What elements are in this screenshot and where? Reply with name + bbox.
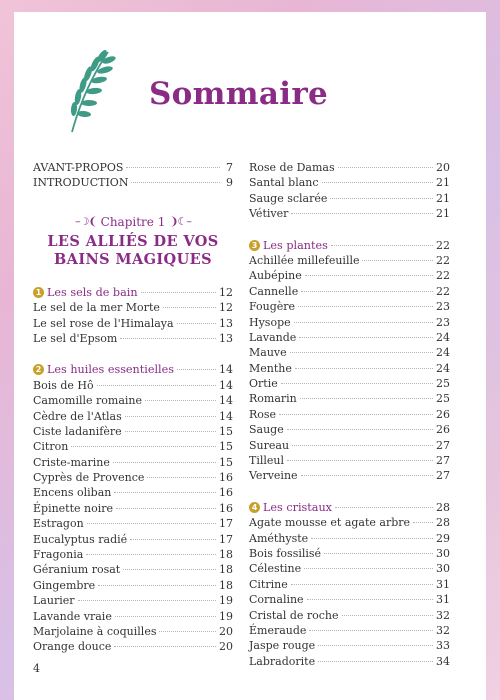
- toc-entry[interactable]: [249, 422, 450, 437]
- toc-entry[interactable]: [249, 361, 450, 376]
- toc-entry[interactable]: [249, 608, 450, 623]
- toc-entry[interactable]: [249, 407, 450, 422]
- toc-entry-page: 13: [219, 331, 233, 345]
- toc-section: [249, 160, 450, 222]
- toc-entry-label: Épinette noire: [33, 501, 114, 515]
- toc-entry[interactable]: [33, 593, 233, 608]
- dot-leader: [125, 416, 216, 417]
- dot-leader: [177, 323, 216, 324]
- toc-entry[interactable]: [249, 175, 450, 190]
- dot-leader: [307, 599, 433, 600]
- toc-entry-page: 21: [436, 191, 450, 205]
- dot-leader: [291, 584, 433, 585]
- toc-entry-page: 18: [219, 563, 233, 577]
- dot-leader: [86, 554, 216, 555]
- toc-entry-page: 30: [436, 562, 450, 576]
- toc-entry[interactable]: [249, 391, 450, 406]
- section-title: Les sels de bain: [47, 285, 138, 299]
- toc-entry-page: 19: [219, 594, 233, 608]
- toc-entry-page: 26: [436, 423, 450, 437]
- toc-entry-label: Lavande: [249, 330, 297, 344]
- dot-leader: [163, 307, 216, 308]
- toc-entry[interactable]: [249, 206, 450, 221]
- toc-entry-label: Eucalyptus radié: [33, 532, 128, 546]
- dot-leader: [71, 446, 216, 447]
- dot-leader: [115, 616, 216, 617]
- toc-entry-label: Citrine: [249, 577, 288, 591]
- toc-entry[interactable]: [249, 623, 450, 638]
- toc-entry-page: 17: [219, 532, 233, 546]
- toc-entry[interactable]: [249, 268, 450, 283]
- toc-entry-label: INTRODUCTION: [33, 176, 129, 190]
- toc-entry-page: 14: [219, 409, 233, 423]
- toc-section: [33, 362, 233, 654]
- toc-entry-label: Cornaline: [249, 593, 304, 607]
- toc-entry-page: 31: [436, 577, 450, 591]
- toc-entry[interactable]: [249, 468, 450, 483]
- toc-entry[interactable]: [33, 547, 233, 562]
- toc-entry-label: Menthe: [249, 361, 292, 375]
- toc-entry-page: 16: [219, 471, 233, 485]
- toc-entry[interactable]: [33, 393, 233, 408]
- toc-entry[interactable]: [33, 160, 233, 175]
- section-title: Les cristaux: [263, 500, 332, 514]
- toc-entry-label: Sauge sclarée: [249, 191, 328, 205]
- toc-entry[interactable]: [33, 378, 233, 393]
- toc-entry[interactable]: [249, 546, 450, 561]
- toc-entry[interactable]: [249, 376, 450, 391]
- section-number-badge: 2: [33, 364, 44, 375]
- toc-entry-label: Cyprès de Provence: [33, 471, 145, 485]
- toc-entry[interactable]: [33, 639, 233, 654]
- toc-entry-page: 12: [219, 301, 233, 315]
- toc-entry-page: 32: [436, 623, 450, 637]
- toc-entry-label: Achillée millefeuille: [249, 253, 360, 267]
- toc-entry-page: 15: [219, 440, 233, 454]
- dot-leader: [301, 291, 433, 292]
- section-page: 14: [219, 363, 233, 377]
- section-title: Les huiles essentielles: [47, 363, 174, 377]
- toc-entry[interactable]: [249, 515, 450, 530]
- toc-entry[interactable]: [33, 439, 233, 454]
- toc-entry-page: 23: [436, 300, 450, 314]
- section-heading[interactable]: [249, 500, 450, 515]
- toc-entry-label: Aubépine: [249, 269, 302, 283]
- toc-entry-page: 24: [436, 346, 450, 360]
- toc-entry-page: 22: [436, 253, 450, 267]
- toc-entry-label: Cèdre de l'Atlas: [33, 409, 122, 423]
- toc-entry-page: 27: [436, 438, 450, 452]
- toc-entry-page: 29: [436, 531, 450, 545]
- toc-entry-label: Hysope: [249, 315, 291, 329]
- toc-entry-label: Cannelle: [249, 284, 299, 298]
- toc-entry-label: Verveine: [249, 469, 298, 483]
- dot-leader: [120, 338, 216, 339]
- toc-entry-page: 21: [436, 207, 450, 221]
- toc-entry[interactable]: [249, 160, 450, 175]
- dot-leader: [338, 167, 433, 168]
- chapter-heading: [33, 233, 233, 269]
- toc-entry[interactable]: [33, 300, 233, 315]
- toc-entry-page: 14: [219, 378, 233, 392]
- dot-leader: [114, 646, 216, 647]
- dot-leader: [123, 569, 216, 570]
- toc-entry[interactable]: [249, 453, 450, 468]
- section-heading[interactable]: [33, 362, 233, 377]
- dot-leader: [114, 492, 216, 493]
- dot-leader: [131, 182, 220, 183]
- toc-entry[interactable]: [33, 609, 233, 624]
- dot-leader: [299, 337, 433, 338]
- section-page: 28: [436, 500, 450, 514]
- dot-leader: [342, 615, 433, 616]
- toc-entry[interactable]: [249, 315, 450, 330]
- toc-entry[interactable]: [33, 331, 233, 346]
- toc-entry[interactable]: [33, 562, 233, 577]
- dot-leader: [290, 352, 433, 353]
- toc-entry-label: Le sel de la mer Morte: [33, 301, 160, 315]
- toc-entry-label: Sureau: [249, 438, 290, 452]
- toc-entry[interactable]: [249, 577, 450, 592]
- section-number-badge: 3: [249, 240, 260, 251]
- chapter-heading-line: LES ALLIÉS DE VOS: [47, 232, 219, 250]
- toc-entry[interactable]: [249, 345, 450, 360]
- toc-entry-page: 18: [219, 548, 233, 562]
- section-title: Les plantes: [263, 238, 328, 252]
- toc-section: [33, 285, 233, 347]
- toc-entry[interactable]: [249, 531, 450, 546]
- toc-entry-label: Labradorite: [249, 654, 316, 668]
- chapter-header: [33, 215, 233, 269]
- dot-leader: [125, 431, 216, 432]
- toc-entry[interactable]: [249, 284, 450, 299]
- toc-entry-label: AVANT-PROPOS: [33, 161, 124, 174]
- toc-entry[interactable]: [249, 592, 450, 607]
- toc-entry[interactable]: [33, 624, 233, 639]
- toc-entry[interactable]: [33, 532, 233, 547]
- dot-leader: [413, 522, 433, 523]
- toc-entry-label: Laurier: [33, 594, 75, 608]
- section-heading[interactable]: [33, 285, 233, 300]
- toc-entry-page: 28: [436, 516, 450, 530]
- toc-entry-label: Orange douce: [33, 640, 112, 654]
- section-page: 12: [219, 285, 233, 299]
- section-heading[interactable]: [249, 238, 450, 253]
- toc-entry-page: 18: [219, 578, 233, 592]
- toc-entry-page: 26: [436, 407, 450, 421]
- toc-entry-label: Sauge: [249, 423, 284, 437]
- dot-leader: [301, 475, 433, 476]
- toc-entry-label: Camomille romaine: [33, 394, 143, 408]
- toc-entry-page: 27: [436, 454, 450, 468]
- toc-entry-page: 16: [219, 501, 233, 515]
- toc-entry-page: 22: [436, 284, 450, 298]
- toc-entry-label: Rose de Damas: [249, 161, 335, 174]
- dot-leader: [318, 661, 433, 662]
- toc-entry[interactable]: [33, 424, 233, 439]
- toc-entry-label: Criste-marine: [33, 455, 110, 469]
- dot-leader: [147, 477, 216, 478]
- toc-entry-label: Ciste ladanifère: [33, 424, 122, 438]
- toc-entry[interactable]: [33, 316, 233, 331]
- toc-entry-page: 21: [436, 176, 450, 190]
- toc-entry[interactable]: [249, 191, 450, 206]
- toc-entry[interactable]: [249, 299, 450, 314]
- toc-entry-label: Encens oliban: [33, 486, 112, 500]
- toc-entry-label: Jaspe rouge: [249, 639, 316, 653]
- page-title: Sommaire: [149, 76, 328, 112]
- dot-leader: [78, 600, 217, 601]
- dot-leader: [300, 398, 433, 399]
- toc-section: [249, 500, 450, 669]
- toc-entry-label: Fragonia: [33, 548, 84, 562]
- toc-entry-label: Célestine: [249, 562, 302, 576]
- toc-entry-page: 25: [436, 377, 450, 391]
- toc-entry[interactable]: [33, 578, 233, 593]
- toc-entry-label: Marjolaine à coquilles: [33, 624, 157, 638]
- toc-entry-page: 20: [219, 624, 233, 638]
- dot-leader: [309, 630, 433, 631]
- dot-leader: [287, 429, 433, 430]
- toc-entry[interactable]: [33, 485, 233, 500]
- toc-entry-label: Santal blanc: [249, 176, 319, 190]
- dot-leader: [324, 553, 433, 554]
- toc-entry-page: 32: [436, 608, 450, 622]
- toc-entry-page: 24: [436, 361, 450, 375]
- toc-entry-page: 33: [436, 639, 450, 653]
- toc-entry-label: Bois de Hô: [33, 378, 94, 392]
- dot-leader: [311, 538, 433, 539]
- toc-entry-label: Le sel d'Epsom: [33, 331, 118, 345]
- dot-leader: [292, 445, 433, 446]
- chapter-label: Chapitre 1: [100, 214, 166, 229]
- dot-leader: [113, 462, 216, 463]
- toc-entry-page: 15: [219, 455, 233, 469]
- section-number-badge: 4: [249, 502, 260, 513]
- toc-entry-label: Lavande vraie: [33, 609, 112, 623]
- toc-entry-label: Rose: [249, 407, 277, 421]
- toc-entry-label: Bois fossilisé: [249, 546, 322, 560]
- dot-leader: [177, 369, 216, 370]
- toc-entry-label: Cristal de roche: [249, 608, 339, 622]
- toc-entry-page: 22: [436, 269, 450, 283]
- dot-leader: [141, 292, 216, 293]
- toc-entry[interactable]: [249, 330, 450, 345]
- toc-entry-page: 13: [219, 316, 233, 330]
- toc-entry[interactable]: [33, 455, 233, 470]
- toc-entry[interactable]: [33, 516, 233, 531]
- toc-entry-label: Le sel rose de l'Himalaya: [33, 316, 174, 330]
- toc-entry[interactable]: [33, 175, 233, 190]
- toc-entry[interactable]: [249, 561, 450, 576]
- toc-entry-label: Tilleul: [249, 454, 285, 468]
- chapter-heading-line: BAINS MAGIQUES: [54, 250, 212, 268]
- toc-entry-label: Géranium rosat: [33, 563, 121, 577]
- dot-leader: [322, 182, 433, 183]
- toc-entry-page: 23: [436, 315, 450, 329]
- toc-entry-page: 25: [436, 392, 450, 406]
- toc-entry-page: 7: [226, 161, 233, 174]
- toc-entry-label: Mauve: [249, 346, 287, 360]
- dot-leader: [318, 645, 433, 646]
- dot-leader: [145, 400, 216, 401]
- toc-entry-page: 27: [436, 469, 450, 483]
- dot-leader: [130, 539, 216, 540]
- toc-entry-page: 16: [219, 486, 233, 500]
- toc-entry-page: 9: [226, 176, 233, 190]
- dot-leader: [298, 306, 433, 307]
- toc-entry-page: 20: [436, 161, 450, 174]
- dot-leader: [159, 631, 216, 632]
- toc-entry[interactable]: [33, 501, 233, 516]
- toc-entry-label: Ortie: [249, 377, 278, 391]
- fern-icon: [62, 46, 116, 136]
- toc-section: [249, 238, 450, 484]
- dot-leader: [87, 523, 216, 524]
- toc-entry[interactable]: [33, 470, 233, 485]
- toc-entry-label: Romarin: [249, 392, 297, 406]
- dot-leader: [98, 585, 216, 586]
- dot-leader: [281, 383, 433, 384]
- toc-entry-label: Agate mousse et agate arbre: [249, 516, 411, 530]
- toc-entry-page: 15: [219, 424, 233, 438]
- toc-entry-page: 24: [436, 330, 450, 344]
- dot-leader: [295, 368, 433, 369]
- toc-entry-label: Émeraude: [249, 623, 307, 637]
- dot-leader: [335, 507, 433, 508]
- dot-leader: [331, 245, 433, 246]
- toc-entry-page: 34: [436, 654, 450, 668]
- toc-entry-label: Améthyste: [249, 531, 309, 545]
- dot-leader: [116, 508, 216, 509]
- toc-right-column: [249, 160, 450, 669]
- moon-ornament-icon: ❩☾–: [169, 215, 191, 229]
- toc-entry-label: Fougère: [249, 300, 296, 314]
- dot-leader: [362, 260, 433, 261]
- toc-entry-page: 14: [219, 394, 233, 408]
- toc-entry[interactable]: [249, 654, 450, 669]
- toc-entry-page: 20: [219, 640, 233, 654]
- dot-leader: [330, 198, 433, 199]
- toc-entry-label: Vétiver: [249, 207, 289, 221]
- section-number-badge: 1: [33, 287, 44, 298]
- toc-entry-page: 31: [436, 593, 450, 607]
- toc-entry-page: 19: [219, 609, 233, 623]
- dot-leader: [294, 322, 433, 323]
- moon-ornament-icon: –☽❨: [75, 215, 97, 229]
- dot-leader: [126, 167, 220, 168]
- toc-entry[interactable]: [249, 638, 450, 653]
- toc-entry-page: 17: [219, 517, 233, 531]
- toc-entry[interactable]: [249, 253, 450, 268]
- toc-entry-label: Gingembre: [33, 578, 96, 592]
- dot-leader: [304, 568, 433, 569]
- toc-entry[interactable]: [249, 438, 450, 453]
- dot-leader: [291, 213, 433, 214]
- dot-leader: [97, 385, 216, 386]
- section-page: 22: [436, 238, 450, 252]
- toc-entry[interactable]: [33, 409, 233, 424]
- dot-leader: [287, 460, 433, 461]
- dot-leader: [305, 275, 433, 276]
- dot-leader: [279, 414, 433, 415]
- page-number: 4: [33, 662, 40, 675]
- toc-left-column: [33, 160, 233, 655]
- toc-entry-page: 30: [436, 546, 450, 560]
- toc-entry-label: Citron: [33, 440, 69, 454]
- toc-entry-label: Estragon: [33, 517, 84, 531]
